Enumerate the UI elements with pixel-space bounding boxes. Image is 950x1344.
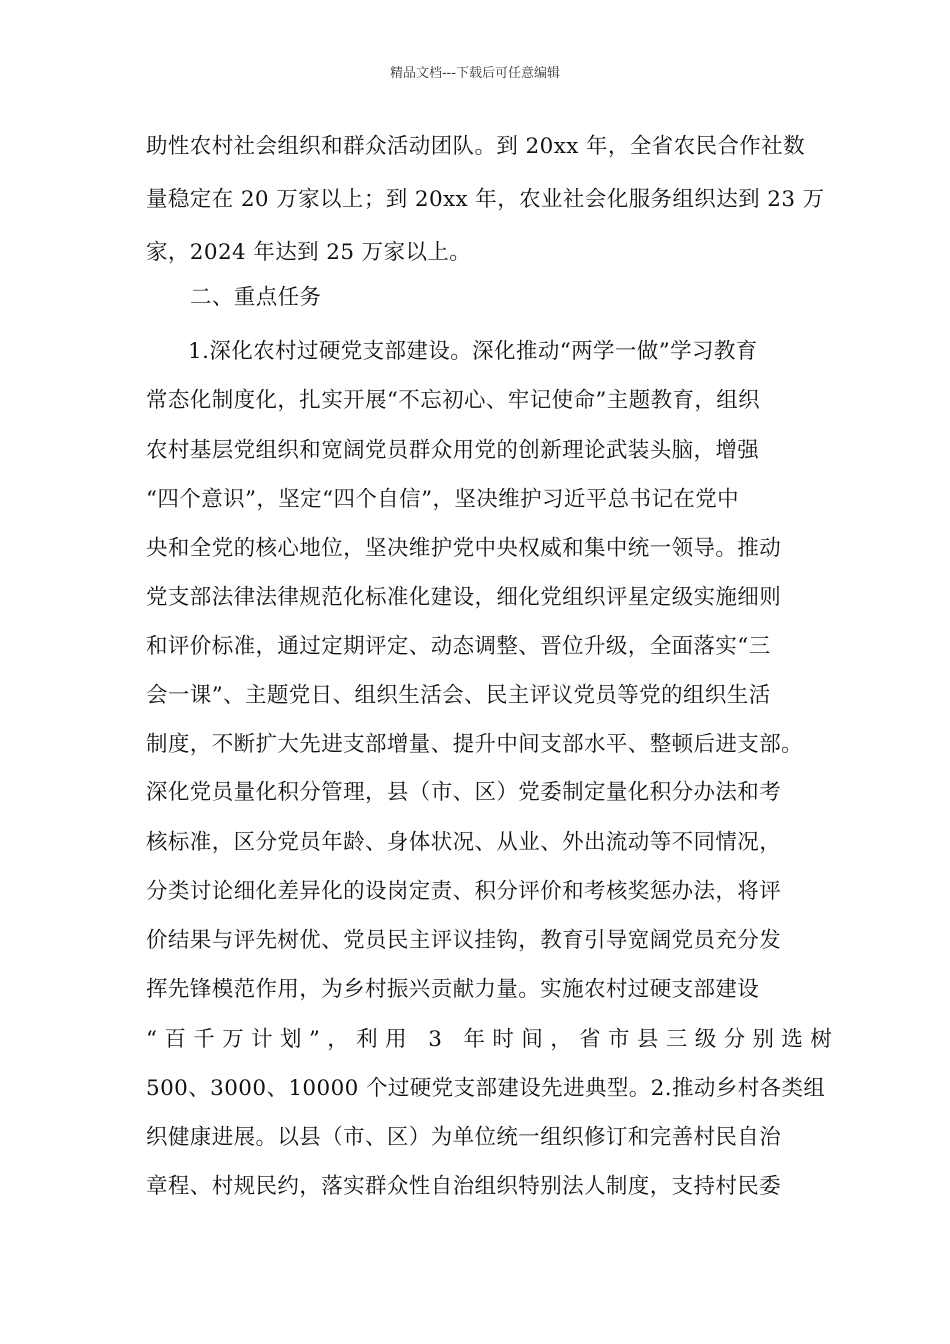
text-line: 会一课”、主题党日、组织生活会、民主评议党员等党的组织生活	[146, 683, 771, 708]
text-line: 核标准，区分党员年龄、身体状况、从业、外出流动等不同情况，	[146, 830, 782, 855]
text-line: 家，2024 年达到 25 万家以上。	[146, 240, 472, 265]
text-line: 分类讨论细化差异化的设岗定责、积分评价和考核奖惩办法，将评	[146, 879, 782, 904]
text-line: 央和全党的核心地位，坚决维护党中央权威和集中统一领导。推动	[146, 536, 782, 561]
page-header: 精品文档---下载后可任意编辑	[389, 66, 561, 81]
text-line: 制度，不断扩大先进支部增量、提升中间支部水平、整顿后进支部。	[146, 732, 804, 757]
text-line: 量稳定在 20 万家以上；到 20xx 年，农业社会化服务组织达到 23 万	[146, 187, 825, 212]
text-line: 挥先锋模范作用，为乡村振兴贡献力量。实施农村过硬支部建设	[146, 977, 760, 1002]
text-line: 价结果与评先树优、党员民主评议挂钩，教育引导宽阔党员充分发	[146, 928, 782, 953]
text-line: “百千万计划”，利用 3 年时间，省市县三级分别选树	[146, 1027, 840, 1052]
text-line: 500、3000、10000 个过硬党支部建设先进典型。2.推动乡村各类组	[146, 1076, 826, 1101]
text-line: 深化党员量化积分管理，县（市、区）党委制定量化积分办法和考	[146, 780, 782, 805]
text-line: 常态化制度化，扎实开展“不忘初心、牢记使命”主题教育，组织	[146, 388, 761, 413]
section-heading: 二、重点任务	[190, 285, 322, 310]
text-line: 助性农村社会组织和群众活动团队。到 20xx 年，全省农民合作社数	[146, 134, 805, 159]
text-line: 党支部法律法律规范化标准化建设，细化党组织评星定级实施细则	[146, 585, 782, 610]
text-line: 织健康进展。以县（市、区）为单位统一组织修订和完善村民自治	[146, 1125, 782, 1150]
text-line: 1.深化农村过硬党支部建设。深化推动“两学一做”学习教育	[188, 339, 758, 364]
text-line: “四个意识”，坚定“四个自信”，坚决维护习近平总书记在党中	[146, 487, 740, 512]
text-line: 和评价标准，通过定期评定、动态调整、晋位升级，全面落实“三	[146, 634, 771, 659]
text-line: 章程、村规民约，落实群众性自治组织特别法人制度，支持村民委	[146, 1174, 782, 1199]
text-line: 农村基层党组织和宽阔党员群众用党的创新理论武装头脑，增强	[146, 438, 760, 463]
